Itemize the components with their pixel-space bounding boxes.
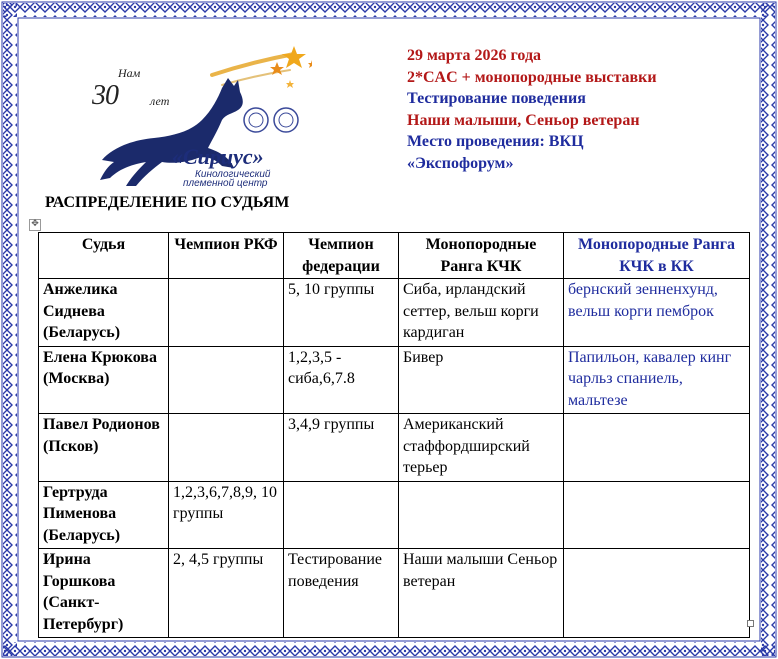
judges-table — [38, 232, 750, 638]
star-icon — [308, 60, 312, 68]
fci-emblem — [274, 108, 298, 132]
federation-cell: 1,2,3,5 - сиба,6,7.8 — [284, 346, 399, 414]
judge-name: Елена Крюкова (Москва) — [39, 346, 169, 414]
logo-club-name: «Сириус» — [172, 144, 264, 169]
mono-kk-cell — [564, 414, 750, 482]
rkf-cell — [169, 346, 284, 414]
event-info — [407, 45, 657, 174]
rkf-emblem — [244, 108, 268, 132]
federation-cell — [284, 481, 399, 549]
table-row — [39, 414, 750, 482]
federation-cell: 5, 10 группы — [284, 279, 399, 347]
mono-kk-cell — [564, 481, 750, 549]
event-venue-line2: «Экспофорум» — [407, 154, 514, 172]
rkf-cell — [169, 414, 284, 482]
header-judge: Судья — [39, 233, 169, 279]
event-classes: Наши малыши, Сеньор ветеран — [407, 111, 640, 129]
table-row — [39, 549, 750, 638]
judge-name: Ирина Горшкова (Санкт-Петербург) — [39, 549, 169, 638]
judge-name: Анжелика Сиднева (Беларусь) — [39, 279, 169, 347]
table-resize-handle[interactable] — [747, 620, 754, 627]
mono-cell: Бивер — [399, 346, 564, 414]
mono-kk-cell: Папильон, кавалер кинг чарльз спаниель, мальтезе — [564, 346, 750, 414]
event-shows: 2*CAC + монопородные выставки — [407, 68, 657, 86]
mono-cell: Американский стаффордширский терьер — [399, 414, 564, 482]
header-mono: Монопородные Ранга КЧК — [399, 233, 564, 279]
mono-kk-cell — [564, 549, 750, 638]
table-move-handle-icon[interactable]: ✥ — [29, 219, 41, 231]
header-mono-kk: Монопородные Ранга КЧК в КК — [564, 233, 750, 279]
event-venue-line1: Место проведения: ВКЦ — [407, 133, 584, 150]
header-federation: Чемпион федерации — [284, 233, 399, 279]
rkf-cell — [169, 279, 284, 347]
rkf-cell: 1,2,3,6,7,8,9, 10 группы — [169, 481, 284, 549]
mono-cell: Сиба, ирландский сеттер, вельш корги кардиган — [399, 279, 564, 347]
table-row — [39, 481, 750, 549]
federation-cell: 3,4,9 группы — [284, 414, 399, 482]
logo-years-suffix: лет — [150, 94, 170, 108]
event-date: 29 марта 2026 года — [407, 47, 542, 64]
star-icon — [286, 80, 294, 88]
logo-years-number: 30 — [92, 80, 118, 111]
logo-subtitle-line1: Кинологический — [195, 169, 271, 180]
event-testing: Тестирование поведения — [407, 90, 586, 107]
mono-cell — [399, 481, 564, 549]
table-header-row — [39, 233, 750, 279]
judge-name: Павел Родионов (Псков) — [39, 414, 169, 482]
mono-kk-cell: бернский зенненхунд, вельш корги пемброк — [564, 279, 750, 347]
federation-cell: Тестирование поведения — [284, 549, 399, 638]
mono-cell: Наши малыши Сеньор ветеран — [399, 549, 564, 638]
section-heading: РАСПРЕДЕЛЕНИЕ ПО СУДЬЯМ — [45, 194, 290, 211]
logo-subtitle-line2: племенной центр — [183, 178, 268, 189]
table-row — [39, 279, 750, 347]
judge-name: Гертруда Пименова (Беларусь) — [39, 481, 169, 549]
logo-years-prefix: Нам — [118, 66, 141, 80]
table-row — [39, 346, 750, 414]
header-rkf: Чемпион РКФ — [169, 233, 284, 279]
rkf-cell: 2, 4,5 группы — [169, 549, 284, 638]
